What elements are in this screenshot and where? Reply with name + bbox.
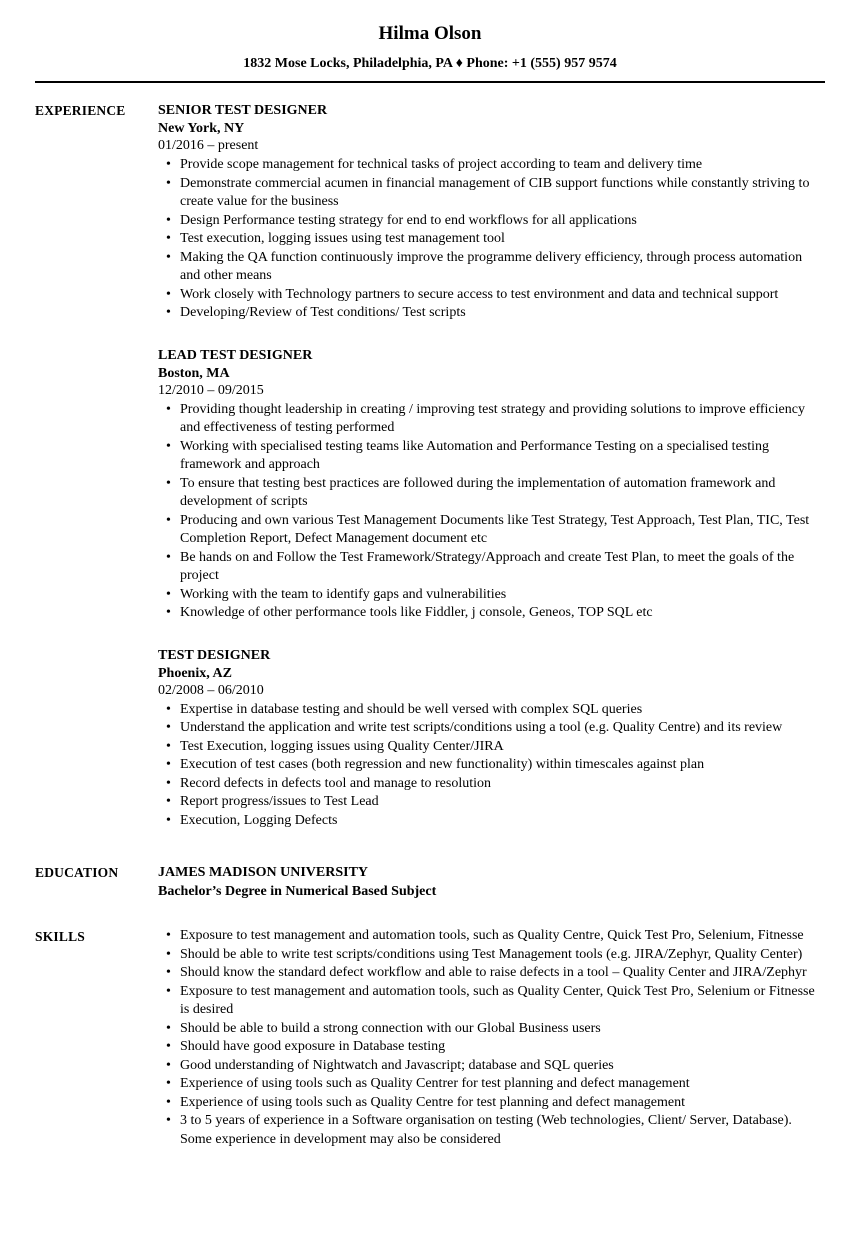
skill-bullet: • Exposure to test management and automation tools, such as Quality Center, Quick Test Pro, Selenium or Fitnesse is desired — [158, 983, 825, 1020]
job-bullet: • Providing thought leadership in creating / improving test strategy and providing solutions to improve efficiency and effectiveness of testing performed — [158, 401, 825, 438]
job-location: Phoenix, AZ — [158, 665, 232, 681]
skill-bullet: • 3 to 5 years of experience in a Software organisation on testing (Web technologies, Client/ Server, Database). Some experience in development may also be considered — [158, 1112, 825, 1149]
job-bullet: • Record defects in defects tool and manage to resolution — [158, 775, 825, 794]
job-dates: 12/2010 – 09/2015 — [158, 382, 264, 398]
job-bullet: • Test execution, logging issues using test management tool — [158, 230, 825, 249]
job-dates: 02/2008 – 06/2010 — [158, 682, 264, 698]
job-bullet: • Working with specialised testing teams like Automation and Performance Testing on a specialised testing framework and approach — [158, 438, 825, 475]
education-content — [158, 863, 825, 901]
header-divider — [35, 81, 825, 83]
job-bullet: • Understand the application and write test scripts/conditions using a tool (e.g. Quality Centre) and its review — [158, 719, 825, 738]
skill-bullet: • Should be able to build a strong connection with our Global Business users — [158, 1020, 825, 1039]
skill-bullet: • Should have good exposure in Database testing — [158, 1038, 825, 1057]
skill-bullet: • Experience of using tools such as Quality Centrer for test planning and defect management — [158, 1075, 825, 1094]
person-name: Hilma Olson — [378, 23, 482, 44]
experience-label: EXPERIENCE — [35, 103, 126, 118]
job-bullet-list — [158, 701, 825, 831]
experience-jobs — [158, 101, 825, 830]
job-bullet: • Expertise in database testing and should be well versed with complex SQL queries — [158, 701, 825, 720]
skill-bullet: • Exposure to test management and automation tools, such as Quality Centre, Quick Test Pro, Selenium, Fitnesse — [158, 927, 825, 946]
skills-content — [158, 927, 825, 1149]
job-bullet: • Design Performance testing strategy for end to end workflows for all applications — [158, 212, 825, 231]
job-bullet: • Execution of test cases (both regression and new functionality) within timescales against plan — [158, 756, 825, 775]
skills-list — [158, 927, 825, 1149]
job-bullet: • Provide scope management for technical tasks of project according to team and delivery time — [158, 156, 825, 175]
job-bullet: • Demonstrate commercial acumen in financial management of CIB support functions while constantly striving to create value for the business — [158, 175, 825, 212]
job-title: TEST DESIGNER — [158, 647, 271, 663]
job-bullet-list — [158, 401, 825, 623]
job-title: SENIOR TEST DESIGNER — [158, 103, 328, 118]
job-bullet: • To ensure that testing best practices are followed during the implementation of automation framework and development of scripts — [158, 475, 825, 512]
job-entry — [158, 101, 825, 323]
job-bullet: • Report progress/issues to Test Lead — [158, 793, 825, 812]
education-school: JAMES MADISON UNIVERSITY — [158, 865, 369, 880]
job-bullet: • Test Execution, logging issues using Quality Center/JIRA — [158, 738, 825, 757]
job-bullet: • Execution, Logging Defects — [158, 812, 825, 831]
education-label: EDUCATION — [35, 865, 119, 880]
job-bullet: • Making the QA function continuously improve the programme delivery efficiency, through process automation and other means — [158, 249, 825, 286]
job-entry — [158, 646, 825, 831]
skill-bullet: • Should be able to write test scripts/conditions using Test Management tools (e.g. JIRA/Zephyr, Quality Center) — [158, 946, 825, 965]
job-bullet: • Producing and own various Test Management Documents like Test Strategy, Test Approach, Test Plan, TIC, Test Completion Report, Defect Management document etc — [158, 512, 825, 549]
education-degree: Bachelor’s Degree in Numerical Based Subject — [158, 884, 437, 899]
education-section — [35, 863, 825, 901]
experience-section — [35, 101, 825, 830]
job-bullet: • Work closely with Technology partners to secure access to test environment and data and technical support — [158, 286, 825, 305]
skills-section — [35, 927, 825, 1149]
job-bullet: • Developing/Review of Test conditions/ Test scripts — [158, 304, 825, 323]
job-entry — [158, 346, 825, 623]
job-bullet: • Knowledge of other performance tools like Fiddler, j console, Geneos, TOP SQL etc — [158, 604, 825, 623]
job-bullet-list — [158, 156, 825, 323]
skill-bullet: • Experience of using tools such as Quality Centre for test planning and defect management — [158, 1094, 825, 1113]
job-location: New York, NY — [158, 121, 245, 136]
skill-bullet: • Should know the standard defect workflow and able to raise defects in a tool – Quality Center and JIRA/Zephyr — [158, 964, 825, 983]
skill-bullet: • Good understanding of Nightwatch and Javascript; database and SQL queries — [158, 1057, 825, 1076]
job-dates: 01/2016 – present — [158, 138, 259, 153]
job-bullet: • Be hands on and Follow the Test Framework/Strategy/Approach and create Test Plan, to meet the goals of the project — [158, 549, 825, 586]
job-title: LEAD TEST DESIGNER — [158, 347, 313, 363]
job-bullet: • Working with the team to identify gaps and vulnerabilities — [158, 586, 825, 605]
job-location: Boston, MA — [158, 365, 230, 381]
skills-label: SKILLS — [35, 929, 85, 944]
contact-line: 1832 Mose Locks, Philadelphia, PA ♦ Phone: +1 (555) 957 9574 — [243, 56, 617, 71]
